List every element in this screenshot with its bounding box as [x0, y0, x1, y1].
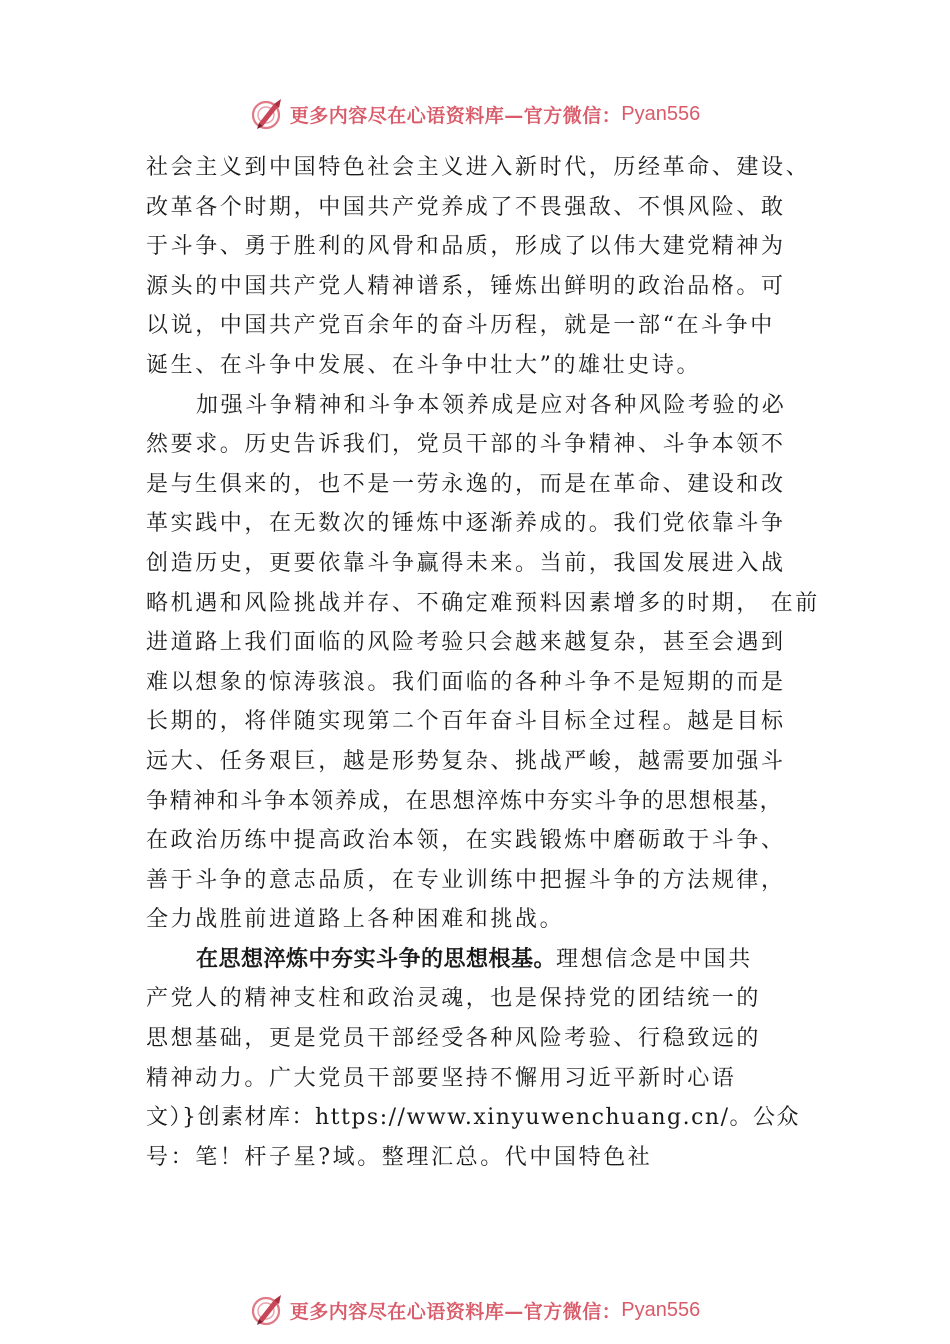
text-line: 加强斗争精神和斗争本领养成是应对各种风险考验的必 [196, 392, 787, 418]
text-line: 源头的中国共产党人精神谱系，锤炼出鲜明的政治品格。可 [146, 273, 786, 299]
text-line: 善于斗争的意志品质，在专业训练中把握斗争的方法规律， [146, 867, 786, 893]
text-line: 长期的，将伴随实现第二个百年奋斗目标全过程。越是目标 [146, 709, 786, 735]
text-line: 创造历史，更要依靠斗争赢得未来。当前，我国发展进入战 [146, 550, 786, 576]
text-line [146, 940, 836, 980]
pen-logo-icon [250, 96, 286, 132]
banner-wechat-id: Pyan556 [621, 1298, 701, 1321]
text-line: 略机遇和风险挑战并存、不确定难预料因素增多的时期， 在前 [146, 590, 820, 616]
paragraph-2 [146, 386, 836, 940]
text-line: 精神动力。广大党员干部要坚持不懈用习近平新时心语 [146, 1065, 737, 1091]
text-line: 在政治历练中提高政治本领，在实践锻炼中磨砺敢于斗争、 [146, 828, 786, 854]
footer-banner [0, 1288, 950, 1332]
text-line: 文）}创素材库：https://www.xinyuwenchuang.cn/。公众 [146, 1105, 800, 1131]
text-line: 然要求。历史告诉我们，党员干部的斗争精神、斗争本领不 [146, 432, 786, 458]
text-line: 争精神和斗争本领养成，在思想淬炼中夯实斗争的思想根基， [146, 788, 784, 814]
text-line: 号：笔！杆子星?域。整理汇总。代中国特色社 [146, 1144, 653, 1170]
header-banner [0, 92, 950, 136]
text-line: 思想基础，更是党员干部经受各种风险考验、行稳致远的 [146, 1026, 762, 1052]
text-line: 于斗争、勇于胜利的风骨和品质，形成了以伟大建党精神为 [146, 234, 786, 260]
text-line: 产党人的精神支柱和政治灵魂，也是保持党的团结统一的 [146, 986, 762, 1012]
text-run: 理想信念是中国共 [556, 946, 753, 972]
text-line: 改革各个时期，中国共产党养成了不畏强敌、不惧风险、敢 [146, 194, 786, 220]
paragraph-3 [146, 940, 836, 1178]
text-line: 全力战胜前进道路上各种困难和挑战。 [146, 907, 565, 933]
text-line: 以说，中国共产党百余年的奋斗历程，就是一部“在斗争中 [146, 313, 775, 339]
text-line: 社会主义到中国特色社会主义进入新时代，历经革命、建设、 [146, 155, 811, 180]
text-line: 诞生、在斗争中发展、在斗争中壮大”的雄壮史诗。 [146, 352, 702, 378]
pen-logo-icon [250, 1292, 286, 1328]
banner-text: 更多内容尽在心语资料库—官方微信： [289, 104, 622, 127]
paragraph-1 [146, 148, 836, 386]
text-line: 革实践中，在无数次的锤炼中逐渐养成的。我们党依靠斗争 [146, 511, 786, 537]
banner-wechat-id: Pyan556 [621, 102, 701, 125]
text-line: 是与生俱来的，也不是一劳永逸的，而是在革命、建设和改 [146, 471, 786, 497]
document-body [146, 148, 836, 1177]
section-heading: 在思想淬炼中夯实斗争的思想根基。 [196, 946, 557, 972]
text-line: 远大、任务艰巨，越是形势复杂、挑战严峻，越需要加强斗 [146, 748, 786, 774]
text-line: 进道路上我们面临的风险考验只会越来越复杂，甚至会遇到 [146, 630, 786, 656]
banner-text: 更多内容尽在心语资料库—官方微信： [289, 1300, 622, 1323]
text-line: 难以想象的惊涛骇浪。我们面临的各种斗争不是短期的而是 [146, 669, 786, 695]
